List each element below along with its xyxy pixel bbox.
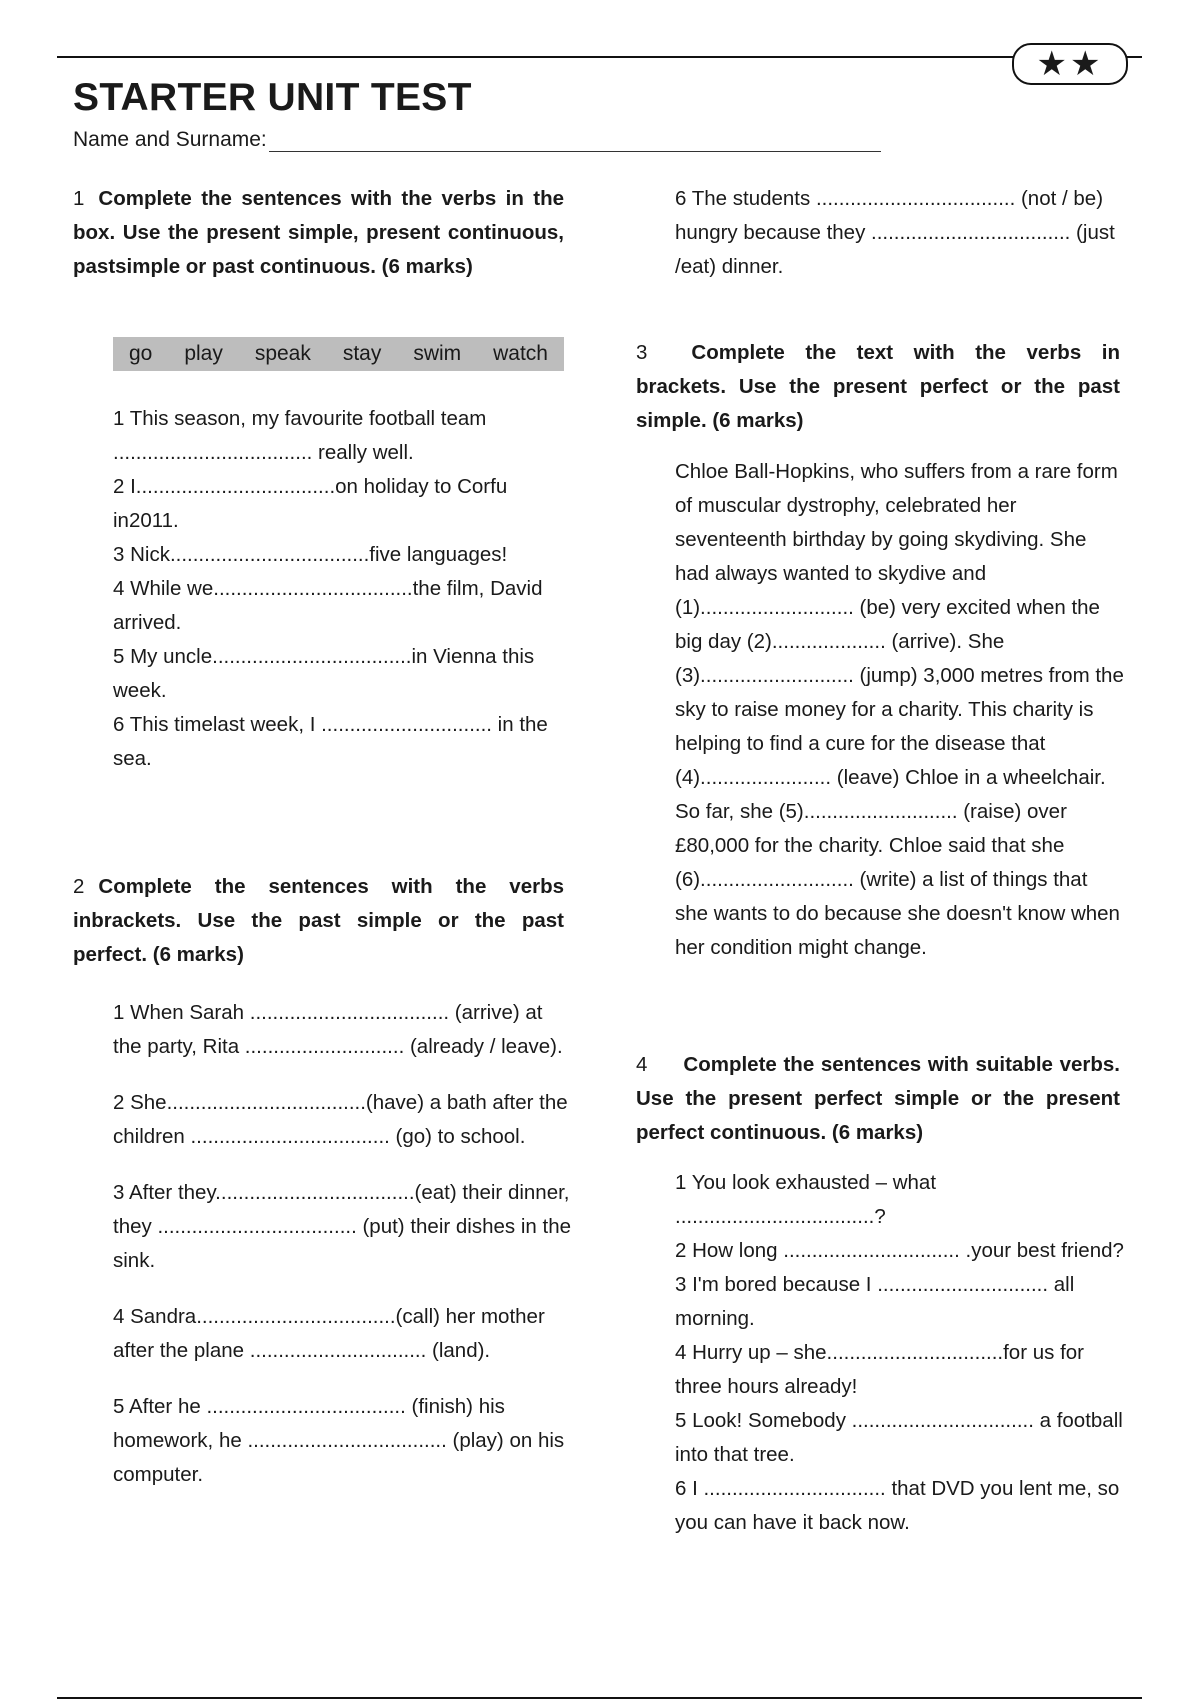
exercise-2-text: Complete the sentences with the verbs inbrackets. Use the past simple or the past perfect. (6 marks) <box>73 875 564 966</box>
exercise-4-item: 6 I ................................ that DVD you lent me, so you can have it back now. <box>675 1477 1120 1534</box>
word-box-item: watch <box>493 342 548 365</box>
exercise-1-items <box>113 402 573 776</box>
exercise-1-text: Complete the sentences with the verbs in the box. Use the present simple, present continuous, pastsimple or past continuous. (6 marks) <box>73 187 564 278</box>
word-box-item: stay <box>342 342 382 365</box>
exercise-2-item: 2 She...................................(have) a bath after the children ................................... (go) to school. <box>113 1091 568 1148</box>
exercise-1-item: 5 My uncle...................................in Vienna this week. <box>113 645 535 702</box>
exercise-4-item: 3 I'm bored because I .............................. all morning. <box>675 1273 1075 1330</box>
name-label: Name and Surname: <box>73 128 267 151</box>
exercise-1-item: 3 Nick...................................five languages! <box>113 543 508 566</box>
exercise-4-item: 2 How long ............................... .your best friend? <box>675 1239 1124 1262</box>
word-box-item: speak <box>254 342 311 365</box>
exercise-3-instruction <box>636 336 1120 438</box>
bottom-rule <box>57 1697 1142 1699</box>
exercise-2-item-6: 6 The students ................................... (not / be) hungry because they ................................... (just /eat) dinner. <box>675 187 1115 278</box>
exercise-2-item: 3 After they...................................(eat) their dinner, they ................................... (put) their dishes in the sink. <box>113 1181 572 1272</box>
exercise-4-item: 4 Hurry up – she...............................for us for three hours already! <box>675 1341 1084 1398</box>
exercise-1-item: 2 I...................................on holiday to Corfu in2011. <box>113 475 508 532</box>
word-box-item: swim <box>413 342 462 365</box>
exercise-1-number: 1 <box>73 187 85 210</box>
exercise-2-instruction <box>73 870 564 972</box>
exercise-1-item: 6 This timelast week, I .............................. in the sea. <box>113 713 548 770</box>
exercise-3-text: Complete the text with the verbs in brackets. Use the present perfect or the past simple. (6 marks) <box>636 341 1120 432</box>
exercise-1-item: 4 While we...................................the film, David arrived. <box>113 577 543 634</box>
word-box-item: go <box>128 342 153 365</box>
verb-word-box <box>113 337 564 371</box>
star-icons: ★★ <box>1036 44 1104 84</box>
exercise-1-item: 1 This season, my favourite football team ................................... really well. <box>113 407 487 464</box>
exercise-2-item: 1 When Sarah ................................... (arrive) at the party, Rita ............................ (already / leave). <box>113 1001 563 1058</box>
top-rule <box>57 56 1142 58</box>
word-box-item: play <box>184 342 223 365</box>
exercise-4-instruction <box>636 1048 1120 1150</box>
exercise-2-number: 2 <box>73 875 85 898</box>
exercise-3-passage: Chloe Ball-Hopkins, who suffers from a rare form of muscular dystrophy, celebrated her seventeenth birthday by going skydiving. She had always wanted to skydive and (1)........................... (be) very excited when the big day (2).................... (arrive). She (3)........................... (jump) 3,000 metres from the sky to raise money for a charity. This charity is helping to find a cure for the disease that (4)....................... (leave) Chloe in a wheelchair. So far, she (5)........................... (raise) over £80,000 for the charity. Chloe said that she (6)........................... (write) a list of things that she wants to do because she doesn't know when her condition might change. <box>675 460 1124 959</box>
exercise-2-item: 4 Sandra...................................(call) her mother after the plane ............................... (land). <box>113 1305 545 1362</box>
exercise-3-number: 3 <box>636 341 648 364</box>
test-title: STARTER UNIT TEST <box>73 76 472 119</box>
exercise-4-text: Complete the sentences with suitable verbs. Use the present perfect simple or the present perfect continuous. (6 marks) <box>636 1053 1120 1144</box>
exercise-4-item: 5 Look! Somebody ................................ a football into that tree. <box>675 1409 1123 1466</box>
exercise-4-item: 1 You look exhausted – what ...................................? <box>675 1171 937 1228</box>
name-blank-line[interactable] <box>269 129 881 152</box>
exercise-2-item: 5 After he ................................... (finish) his homework, he ................................... (play) on his computer. <box>113 1395 565 1486</box>
exercise-2-items <box>113 996 573 1514</box>
difficulty-stars-badge <box>1012 43 1128 85</box>
name-field <box>73 128 881 152</box>
exercise-4-items <box>675 1166 1125 1540</box>
exercise-4-number: 4 <box>636 1053 648 1076</box>
exercise-1-instruction <box>73 182 564 284</box>
